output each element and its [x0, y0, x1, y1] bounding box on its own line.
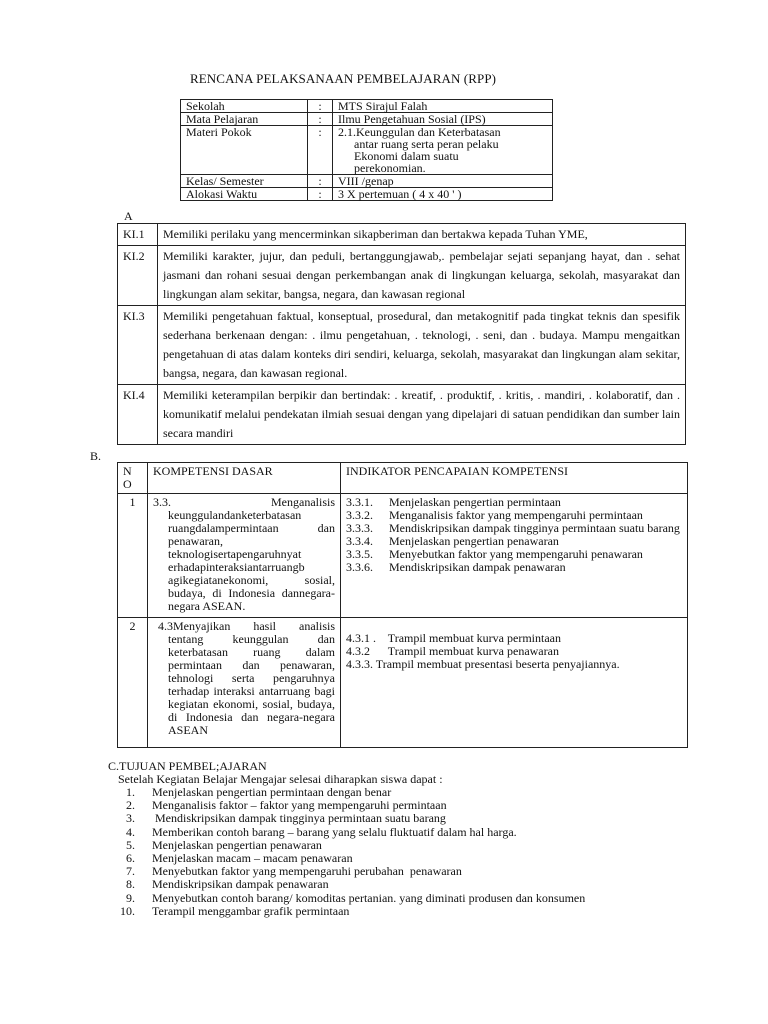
document-title: RENCANA PELAKSANAAN PEMBELAJARAN (RPP) [190, 71, 497, 86]
indicator-text: Menjelaskan pengertian penawaran [389, 534, 559, 548]
ki-row [118, 385, 686, 445]
tujuan-num: 6. [126, 850, 135, 865]
identity-row-kelas [181, 175, 553, 188]
identity-label: Mata Pelajaran [181, 113, 308, 126]
tujuan-text: Menyebutkan contoh barang/ komoditas pertanian. yang diminati produsen dan konsumen [152, 890, 586, 905]
tujuan-text: Memberikan contoh barang – barang yang selalu fluktuatif dalam hal harga. [152, 824, 517, 839]
tujuan-num: 3. [126, 811, 135, 826]
indicator-num: 3.3.6. [346, 560, 373, 574]
kd-text-rest: tentang keunggulan dan keterbatasan ruang dalam permintaan dan penawaran, tehnologi serta pengaruhnya terhadap interaksi antarruang bagi kegiatan ekonomi, sosial, budaya, di Indonesia dan negara-negara ASEAN [168, 632, 335, 737]
header-kd: KOMPETENSI DASAR [148, 463, 341, 494]
ki-row [118, 306, 686, 385]
kd-text-first: 4.3Menyajikan hasil analisis [158, 619, 335, 633]
tujuan-num: 2. [126, 798, 135, 813]
tujuan-num: 10. [120, 903, 135, 918]
ki-row [118, 224, 686, 246]
ki-row [118, 246, 686, 306]
indicator-item: 4.3.1 . Trampil membuat kurva permintaan [346, 631, 561, 645]
kd-header-row [118, 463, 688, 494]
indicator-num: 3.3.4. [346, 534, 373, 548]
kompetensi-inti-table [117, 223, 686, 445]
indicator-item: 4.3.3. Trampil membuat presentasi beserta penyajiannya. [346, 657, 620, 671]
header-no-line: N [123, 464, 132, 478]
identity-label: Alokasi Waktu [181, 188, 308, 201]
tujuan-list [118, 786, 585, 918]
identity-row-materi [181, 126, 553, 175]
ki-text: Memiliki keterampilan berpikir dan bertindak: . kreatif, . produktif, . kritis, . mandiri, . kolaboratif, dan . komunikatif melalui pendekatan ilmiah sesuai dengan yang dipelajari di satuan pendidikan dan sumber lain secara mandiri [158, 385, 686, 445]
identity-label: Kelas/ Semester [181, 175, 308, 188]
materi-line: Ekonomi dalam suatu [354, 149, 459, 163]
identity-label: Materi Pokok [181, 126, 308, 175]
tujuan-intro: Setelah Kegiatan Belajar Mengajar selesai diharapkan siswa dapat : [118, 772, 443, 786]
identity-value: VIII /genap [333, 175, 553, 188]
ki-text: Memiliki perilaku yang mencerminkan sikapberiman dan bertakwa kepada Tuhan YME, [158, 224, 686, 246]
tujuan-item [118, 878, 585, 891]
tujuan-heading: C.TUJUAN PEMBEL;AJARAN [108, 759, 267, 773]
tujuan-num: 4. [126, 824, 135, 839]
kd-row [118, 618, 688, 748]
tujuan-num: 9. [126, 890, 135, 905]
identity-colon: : [308, 126, 333, 175]
tujuan-text: Menganalisis faktor – faktor yang mempengaruhi permintaan [152, 798, 447, 813]
indicator-text: Mendiskripsikan dampak penawaran [389, 560, 566, 574]
tujuan-text: Mendiskripsikan dampak tingginya permintaan suatu barang [152, 811, 446, 826]
tujuan-item [118, 892, 585, 905]
header-no-line: O [123, 477, 132, 491]
kd-row [118, 494, 688, 618]
tujuan-num: 8. [126, 877, 135, 892]
identity-row-alokasi [181, 188, 553, 201]
indicator-text: Menganalisis faktor yang mempengaruhi permintaan [389, 508, 643, 522]
kd-indicators [341, 618, 688, 748]
tujuan-text: Menyebutkan faktor yang mempengaruhi perubahan penawaran [152, 864, 462, 879]
indicator-list [346, 632, 682, 671]
ki-code: KI.1 [118, 224, 158, 246]
ki-text: Memiliki karakter, jujur, dan peduli, bertanggungjawab,. pembelajar sejati sepanjang hayat, dan . sehat jasmani dan rohani sesuai dengan perkembangan anak di lingkungan keluarga, sekolah, masyarakat dan lingkungan alam sekitar, bangsa, negara, dan kawasan regional [158, 246, 686, 306]
kd-no: 1 [118, 494, 148, 618]
tujuan-text: Mendiskripsikan dampak penawaran [152, 877, 329, 892]
ki-text: Memiliki pengetahuan faktual, konseptual, prosedural, dan metakognitif pada tingkat teknis dan spesifik sederhana berkenaan dengan: . ilmu pengetahuan, . teknologi, . seni, dan . budaya. Mampu mengaitkan pengetahuan di atas dalam konteks diri sendiri, keluarga, sekolah, masyarakat dan lingkungan alam sekitar, bangsa, negara, dan kawasan regional. [158, 306, 686, 385]
identity-colon: : [308, 175, 333, 188]
ki-code: KI.2 [118, 246, 158, 306]
indicator-list [346, 496, 682, 574]
identity-colon: : [308, 188, 333, 201]
section-a-label: A [124, 209, 133, 223]
section-b-label: B. [90, 449, 102, 463]
kd-text-first: 3.3. Menganalisis [153, 495, 335, 509]
ki-code: KI.3 [118, 306, 158, 385]
identity-colon: : [308, 100, 333, 113]
tujuan-num: 1. [126, 785, 135, 799]
kd-indicators [341, 494, 688, 618]
indicator-text: Menjelaskan pengertian permintaan [389, 495, 561, 509]
tujuan-item [118, 905, 585, 918]
tujuan-text: Terampil menggambar grafik permintaan [152, 903, 350, 918]
header-indikator: INDIKATOR PENCAPAIAN KOMPETENSI [341, 463, 688, 494]
ki-code: KI.4 [118, 385, 158, 445]
indicator-num: 3.3.3. [346, 521, 373, 535]
identity-value: MTS Sirajul Falah [333, 100, 553, 113]
tujuan-item [118, 812, 585, 825]
materi-line: 2.1.Keunggulan dan Keterbatasan [338, 125, 501, 139]
kd-text [148, 618, 341, 748]
indicator-num: 3.3.5. [346, 547, 373, 561]
tujuan-num: 7. [126, 864, 135, 879]
materi-line: antar ruang serta peran pelaku [354, 137, 499, 151]
tujuan-text: Menjelaskan macam – macam penawaran [152, 850, 353, 865]
kompetensi-dasar-table [117, 462, 688, 748]
indicator-item [346, 561, 682, 574]
indicator-item: 4.3.2 Trampil membuat kurva penawaran [346, 644, 559, 658]
indicator-text: Menyebutkan faktor yang mempengaruhi penawaran [389, 547, 643, 561]
tujuan-text: Menjelaskan pengertian penawaran [152, 837, 322, 852]
identity-colon: : [308, 113, 333, 126]
materi-line: perekonomian. [354, 161, 426, 175]
identity-row-sekolah [181, 100, 553, 113]
tujuan-text: Menjelaskan pengertian permintaan dengan benar [152, 785, 392, 799]
tujuan-num: 5. [126, 837, 135, 852]
tujuan-item [118, 839, 585, 852]
kd-text-rest: keunggulandanketerbatasan ruangdalampermintaan dan penawaran, teknologisertapengaruhnyat erhadapinteraksiantarruangb agikegiatanekonomi, sosial, budaya, di Indonesia dannegara-negara ASEAN. [168, 508, 335, 613]
indicator-num: 3.3.2. [346, 508, 373, 522]
indicator-text: Mendiskripsikan dampak tingginya permintaan suatu barang [389, 521, 680, 535]
identity-table [180, 99, 553, 201]
identity-value [333, 126, 553, 175]
identity-value: Ilmu Pengetahuan Sosial (IPS) [333, 113, 553, 126]
identity-label: Sekolah [181, 100, 308, 113]
kd-no: 2 [118, 618, 148, 748]
kd-text [148, 494, 341, 618]
identity-value: 3 X pertemuan ( 4 x 40 ' ) [333, 188, 553, 201]
tujuan-item [118, 826, 585, 839]
header-no [118, 463, 148, 494]
identity-row-mapel [181, 113, 553, 126]
indicator-num: 3.3.1. [346, 495, 373, 509]
